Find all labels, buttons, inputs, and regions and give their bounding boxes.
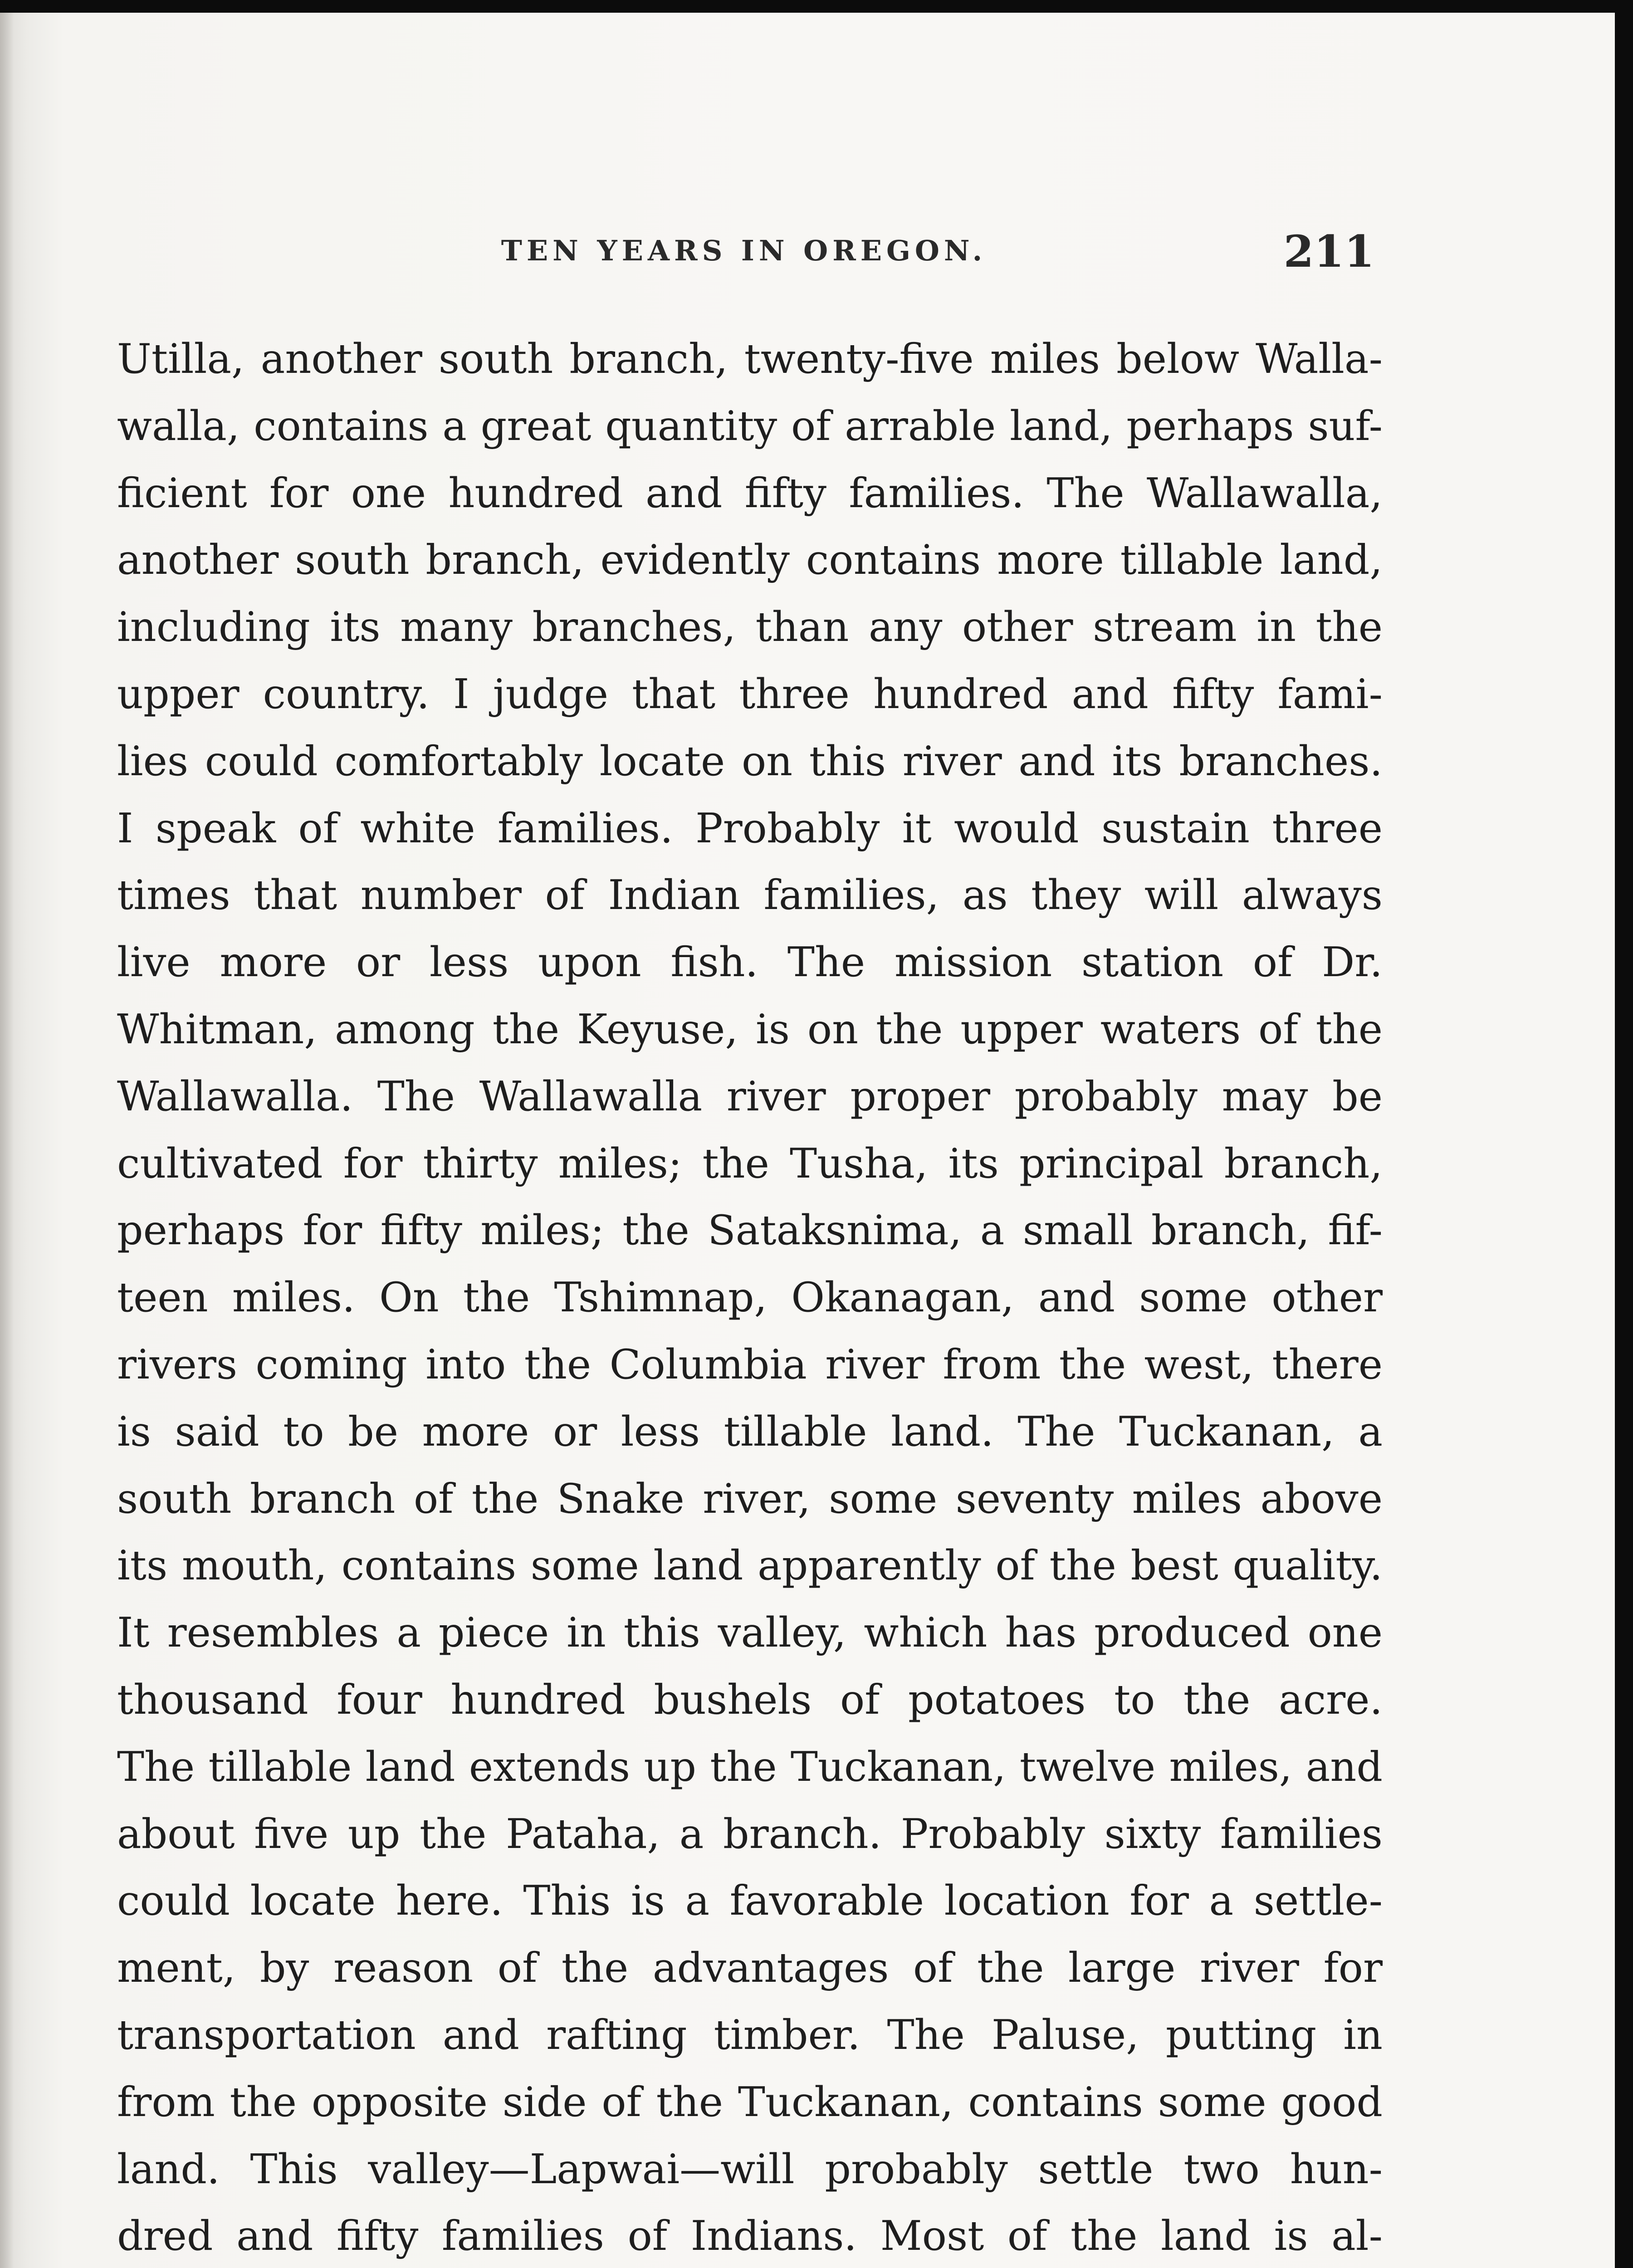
body-text [117, 326, 1383, 2268]
spine-shadow [0, 13, 14, 2268]
text-line: south branch of the Snake river, some seventy miles above [117, 1475, 1383, 1523]
text-line: about five up the Pataha, a branch. Probably sixty families [117, 1810, 1383, 1858]
text-line: its mouth, contains some land apparently of the best quality. [117, 1542, 1383, 1590]
text-line: The tillable land extends up the Tuckanan, twelve miles, and [117, 1743, 1383, 1791]
text-line: cultivated for thirty miles; the Tusha, its principal branch, [117, 1139, 1383, 1188]
page-number: 211 [1283, 226, 1374, 277]
text-line: is said to be more or less tillable land. The Tuckanan, a [117, 1408, 1383, 1456]
book-page [0, 13, 1615, 2268]
text-line: perhaps for fifty miles; the Sataksnima, a small branch, fif- [117, 1207, 1383, 1255]
text-line: including its many branches, than any other stream in the [117, 603, 1383, 651]
text-line: lies could comfortably locate on this river and its branches. [117, 737, 1383, 785]
text-line: Whitman, among the Keyuse, is on the upper waters of the [117, 1005, 1383, 1053]
text-line: upper country. I judge that three hundred and fifty fami- [117, 670, 1383, 718]
text-line: It resembles a piece in this valley, which has produced one [117, 1609, 1383, 1657]
text-line: ment, by reason of the advantages of the large river for [117, 1944, 1383, 1992]
text-line: walla, contains a great quantity of arrable land, perhaps suf- [117, 402, 1383, 450]
text-line: land. This valley—Lapwai—will probably settle two hun- [117, 2145, 1383, 2193]
text-line: transportation and rafting timber. The Paluse, putting in [117, 2011, 1383, 2059]
text-line: dred and fifty families of Indians. Most of the land is al- [117, 2212, 1383, 2260]
text-line: times that number of Indian families, as they will always [117, 871, 1383, 919]
text-line: Utilla, another south branch, twenty-five miles below Walla- [117, 335, 1383, 383]
text-line: I speak of white families. Probably it would sustain three [117, 804, 1383, 852]
text-line: teen miles. On the Tshimnap, Okanagan, and some other [117, 1274, 1383, 1322]
text-line: live more or less upon fish. The mission station of Dr. [117, 938, 1383, 987]
running-head [118, 226, 1374, 277]
text-line: thousand four hundred bushels of potatoes to the acre. [117, 1676, 1383, 1724]
text-line: ficient for one hundred and fifty families. The Wallawalla, [117, 469, 1383, 517]
text-line: another south branch, evidently contains more tillable land, [117, 536, 1383, 584]
text-line: from the opposite side of the Tuckanan, contains some good [117, 2078, 1383, 2126]
text-line: rivers coming into the Columbia river from the west, there [117, 1340, 1383, 1388]
text-line: Wallawalla. The Wallawalla river proper probably may be [117, 1072, 1383, 1120]
text-line: could locate here. This is a favorable location for a settle- [117, 1877, 1383, 1925]
running-title: TEN YEARS IN OREGON. [501, 234, 987, 267]
